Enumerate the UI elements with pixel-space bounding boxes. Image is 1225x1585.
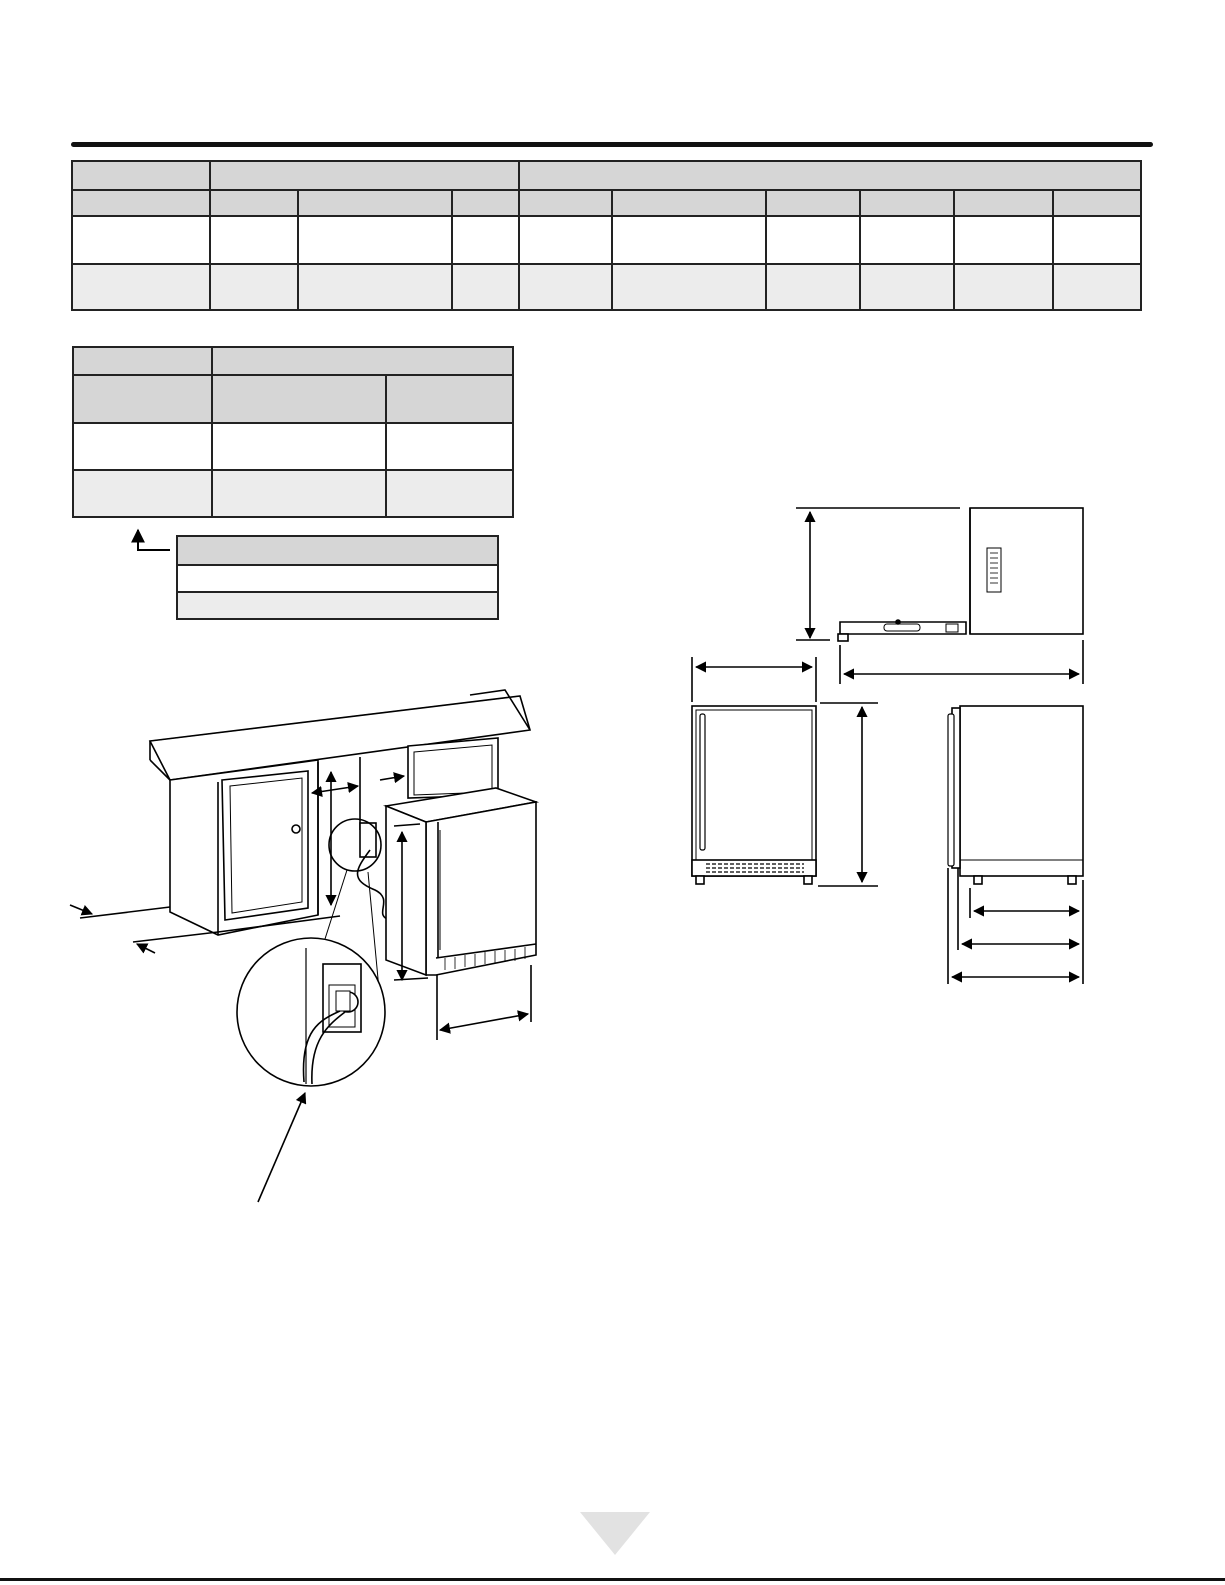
arrow-left-up-icon xyxy=(138,530,170,550)
top-view-illustration xyxy=(796,508,1083,684)
down-triangle-icon xyxy=(580,1512,650,1555)
installation-illustration xyxy=(70,690,536,1202)
side-view-illustration xyxy=(948,706,1083,984)
bottom-rule xyxy=(0,1578,1225,1581)
front-view-illustration xyxy=(692,657,878,886)
